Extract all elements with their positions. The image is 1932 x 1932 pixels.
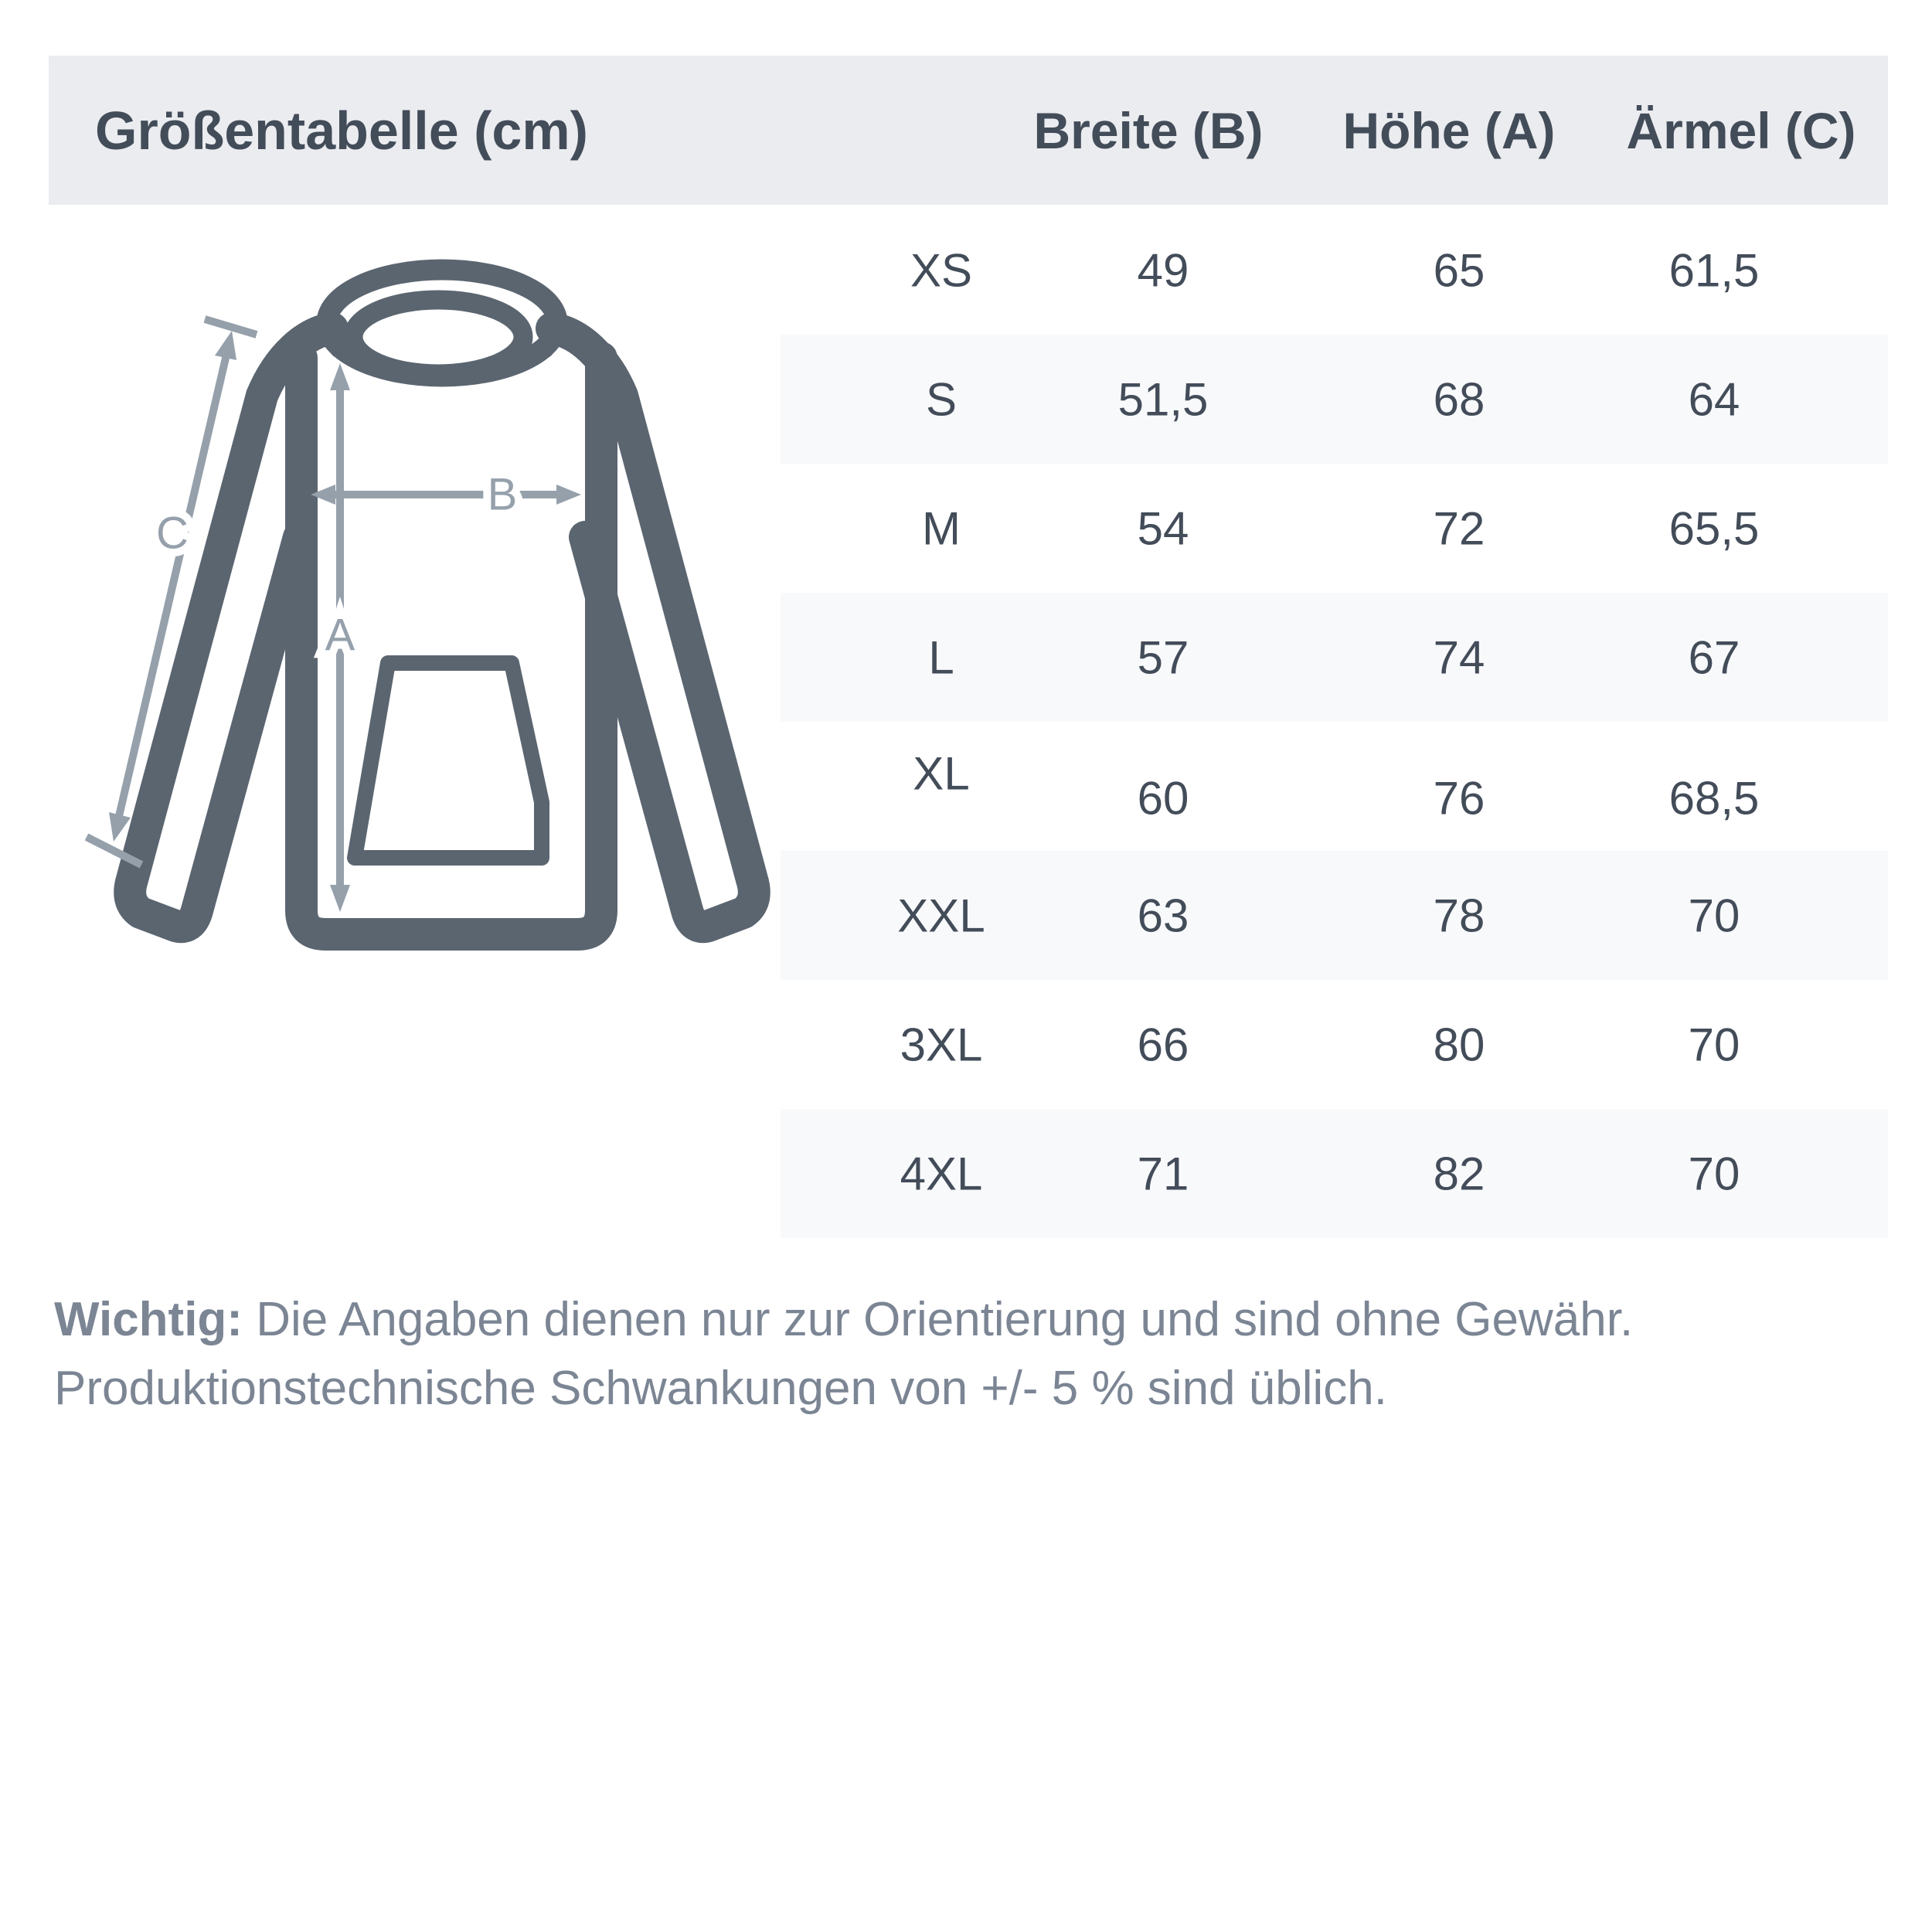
hoehe-cell: 76 <box>1433 772 1485 824</box>
label-c: C <box>156 508 189 559</box>
table-row <box>781 1109 1888 1238</box>
hoehe-cell: 72 <box>1433 502 1485 554</box>
aermel-cell: 64 <box>1688 373 1740 425</box>
aermel-cell: 67 <box>1688 631 1740 683</box>
column-header-hoehe: Höhe (A) <box>1342 101 1556 159</box>
aermel-cell: 70 <box>1688 1019 1740 1070</box>
aermel-cell: 61,5 <box>1668 244 1760 296</box>
hoehe-cell: 78 <box>1433 889 1485 941</box>
aermel-cell: 70 <box>1688 889 1740 941</box>
breite-cell: 57 <box>1137 631 1189 683</box>
aermel-cell: 70 <box>1688 1148 1740 1199</box>
table-row <box>781 980 1888 1109</box>
breite-cell: 71 <box>1137 1148 1189 1199</box>
hoehe-cell: 68 <box>1433 373 1485 425</box>
size-cell: 4XL <box>900 1148 983 1199</box>
hoehe-cell: 80 <box>1433 1019 1485 1070</box>
table-row <box>781 593 1888 722</box>
page-title: Größentabelle (cm) <box>95 100 588 161</box>
breite-cell: 54 <box>1137 502 1189 554</box>
size-cell: L <box>928 631 954 683</box>
aermel-cell: 68,5 <box>1668 772 1760 824</box>
size-cell: XS <box>910 244 973 296</box>
table-row <box>781 722 1888 851</box>
hoehe-cell: 74 <box>1433 631 1485 683</box>
hoodie-measurement-diagram <box>39 193 811 981</box>
hoehe-cell: 82 <box>1433 1148 1485 1199</box>
note-line1: Die Angaben dienen nur zur Orientierung und sind ohne Gewähr. <box>256 1293 1634 1346</box>
table-header-bar <box>49 56 1888 205</box>
note-line2: Produktionstechnische Schwankungen von +/- 5 % sind üblich. <box>54 1362 1387 1415</box>
label-b: B <box>487 469 518 520</box>
aermel-cell: 65,5 <box>1668 502 1760 554</box>
table-row <box>781 206 1888 335</box>
size-cell: XXL <box>897 889 985 941</box>
note-label: Wichtig: <box>54 1293 243 1346</box>
table-row <box>781 335 1888 464</box>
table-row <box>781 464 1888 593</box>
size-cell: M <box>922 502 961 554</box>
table-row <box>781 851 1888 980</box>
column-header-aermel: Ärmel (C) <box>1626 101 1856 159</box>
breite-cell: 49 <box>1137 244 1189 296</box>
size-cell: S <box>925 373 957 425</box>
column-header-breite: Breite (B) <box>1033 101 1264 159</box>
size-cell: 3XL <box>900 1019 983 1070</box>
breite-cell: 51,5 <box>1117 373 1209 425</box>
size-cell: XL <box>913 747 970 799</box>
label-a: A <box>325 610 355 661</box>
breite-cell: 63 <box>1137 889 1189 941</box>
breite-cell: 60 <box>1137 772 1189 824</box>
breite-cell: 66 <box>1137 1019 1189 1070</box>
size-table <box>781 206 1888 1238</box>
arrow-b-width <box>311 485 581 505</box>
disclaimer-note <box>54 1285 1862 1423</box>
hoehe-cell: 65 <box>1433 244 1485 296</box>
